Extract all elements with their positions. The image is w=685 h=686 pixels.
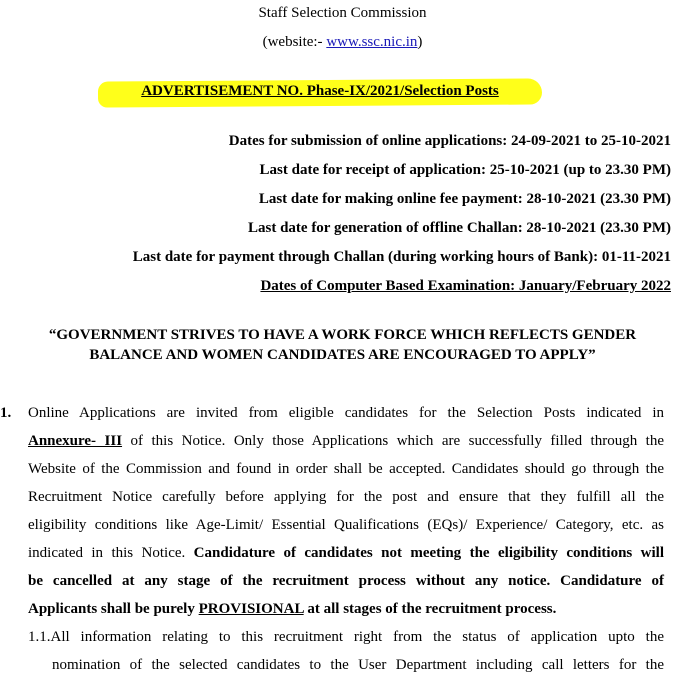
website-link[interactable]: www.ssc.nic.in xyxy=(326,34,418,50)
para-line: Website of the Commission and found in order shall be accepted. Candidates should go through the xyxy=(28,461,664,477)
date-challan-payment: Last date for payment through Challan (during working hours of Bank): 01-11-2021 xyxy=(132,249,671,265)
advertisement-number: ADVERTISEMENT NO. Phase-IX/2021/Selection Posts xyxy=(141,83,499,99)
date-challan-generation: Last date for generation of offline Challan: 28-10-2021 (23.30 PM) xyxy=(247,220,671,236)
para-bold-text: at all stages of the recruitment process. xyxy=(303,601,557,617)
website-suffix: ) xyxy=(417,34,423,50)
para-line xyxy=(28,601,664,618)
date-exam: Dates of Computer Based Examination: January/February 2022 xyxy=(260,278,671,294)
org-name: Staff Selection Commission xyxy=(258,5,427,21)
date-submission: Dates for submission of online applications: 24-09-2021 to 25-10-2021 xyxy=(228,133,671,149)
para-text: indicated in this Notice. xyxy=(28,545,194,561)
annexure-ref: Annexure- III xyxy=(28,433,123,449)
advertisement-block xyxy=(98,74,542,112)
subpara-line: 1.1.All information relating to this recruitment right from the status of application upto the xyxy=(28,629,664,645)
provisional-text: PROVISIONAL xyxy=(198,601,304,617)
date-fee-payment: Last date for making online fee payment: 28-10-2021 (23.30 PM) xyxy=(258,191,671,207)
gender-notice-line-2: BALANCE AND WOMEN CANDIDATES ARE ENCOURAGED TO APPLY” xyxy=(89,347,596,363)
para-text: of this Notice. Only those Applications which are successfully filled through the xyxy=(122,433,664,449)
para-bold-text: Applicants shall be purely xyxy=(28,601,199,617)
subpara-line: nomination of the selected candidates to the User Department including call letters for the xyxy=(52,657,664,673)
para-line: eligibility conditions like Age-Limit/ Essential Qualifications (EQs)/ Experience/ Category, etc. as xyxy=(28,517,664,533)
para-line: Recruitment Notice carefully before applying for the post and ensure that they fulfill all the xyxy=(28,489,664,505)
gender-notice-line-1: “GOVERNMENT STRIVES TO HAVE A WORK FORCE WHICH REFLECTS GENDER xyxy=(48,327,637,343)
paragraph-number: 1. xyxy=(0,405,12,421)
website-line xyxy=(0,34,685,51)
para-line: Online Applications are invited from eligible candidates for the Selection Posts indicated in xyxy=(28,405,664,421)
date-receipt: Last date for receipt of application: 25-10-2021 (up to 23.30 PM) xyxy=(259,162,671,178)
para-line: be cancelled at any stage of the recruitment process without any notice. Candidature of xyxy=(28,573,664,589)
para-bold-text: Candidature of candidates not meeting the eligibility conditions will xyxy=(193,545,664,561)
para-line xyxy=(28,433,664,450)
para-line xyxy=(28,545,664,562)
website-prefix: (website:- xyxy=(262,34,327,50)
